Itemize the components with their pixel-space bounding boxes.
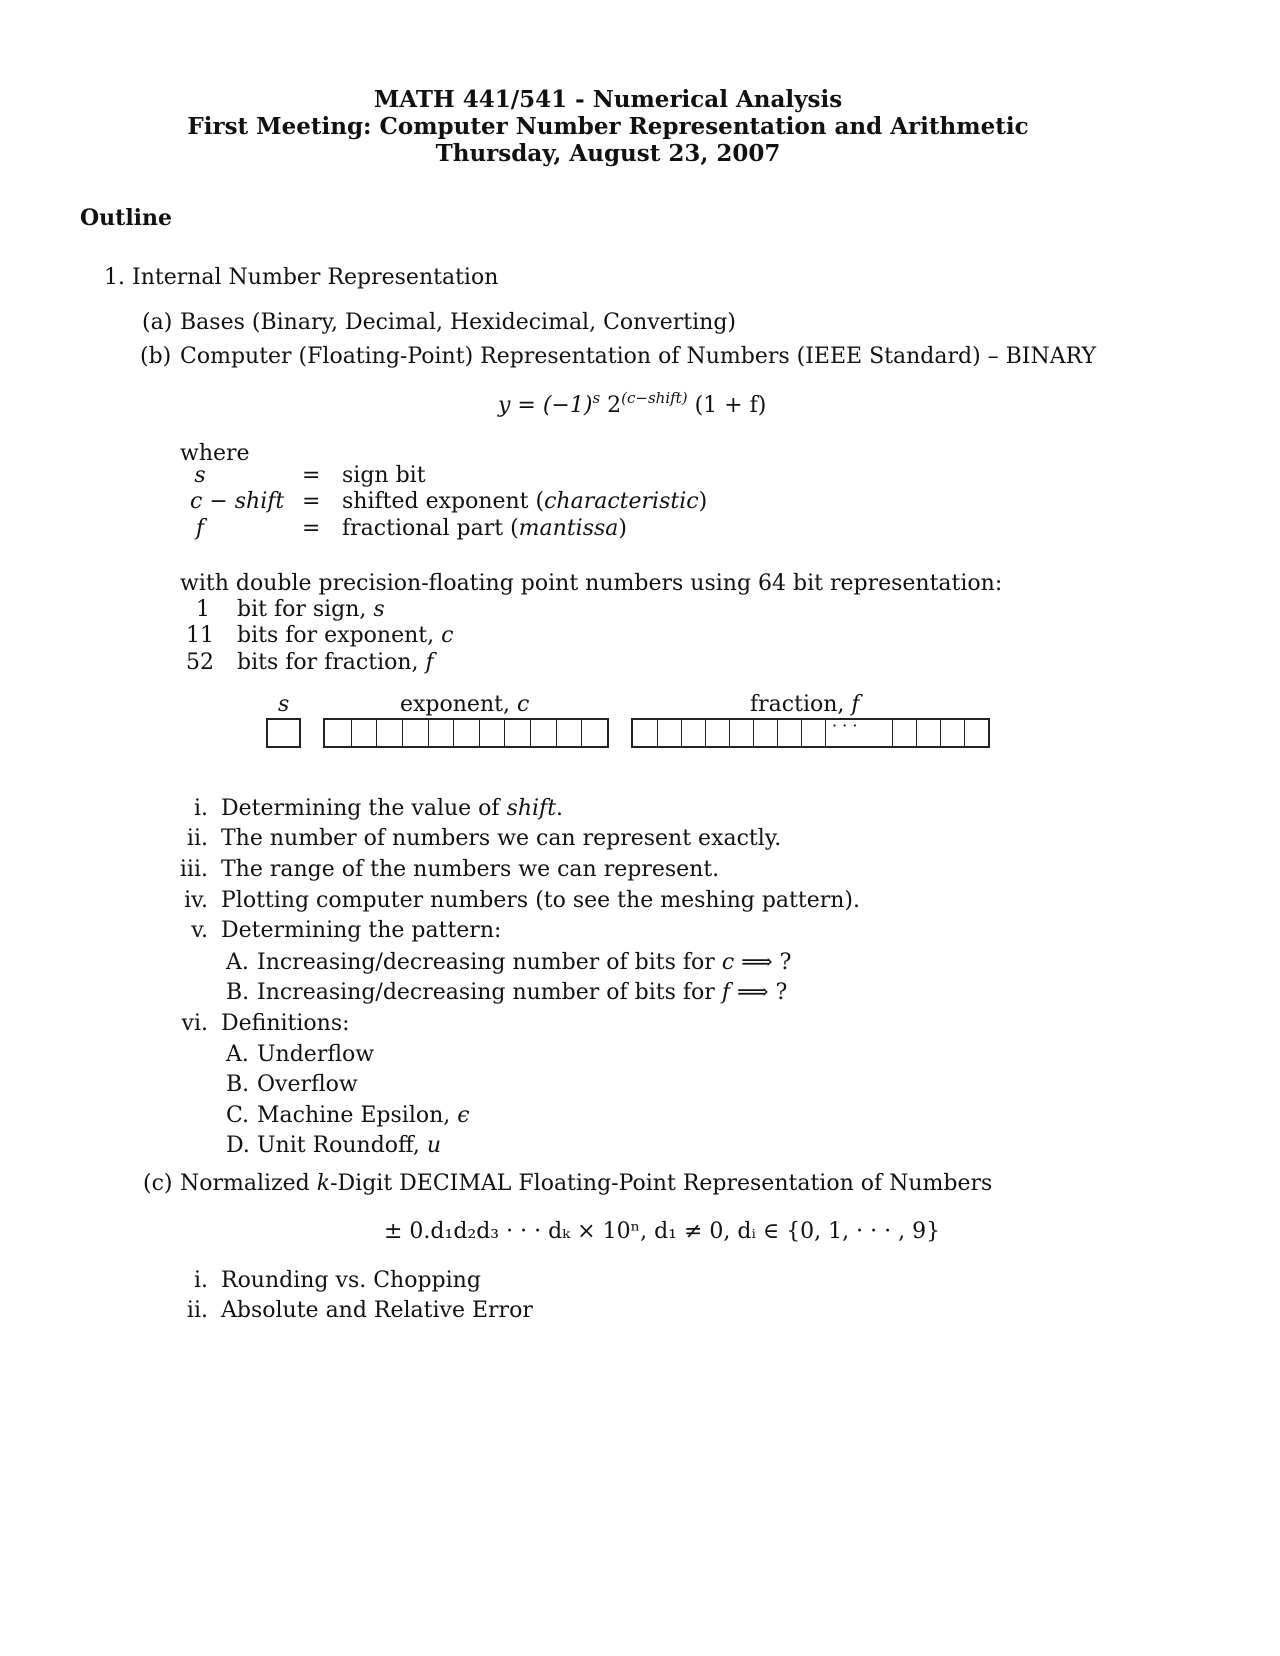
diagram-fraction-label bbox=[750, 692, 860, 717]
exponent-bit-cell bbox=[453, 720, 454, 746]
definition-roundoff bbox=[257, 1133, 441, 1158]
bits-n-sign: 1 bbox=[196, 597, 210, 622]
bits-frac-text: bits for fraction, bbox=[237, 650, 426, 675]
diagram-exponent-text: exponent, bbox=[400, 692, 517, 717]
fraction-bit-cell bbox=[777, 720, 778, 746]
pattern-a-text: Increasing/decreasing number of bits for bbox=[257, 950, 722, 975]
section-number: 1. bbox=[104, 265, 125, 290]
subitem-i bbox=[221, 796, 563, 821]
subitem-label-iv: iv. bbox=[184, 888, 208, 913]
def-desc-f bbox=[342, 516, 627, 541]
pattern-a bbox=[257, 950, 791, 975]
subitem-iv: Plotting computer numbers (to see the meshing pattern). bbox=[221, 888, 860, 913]
where-label: where bbox=[180, 441, 250, 466]
fraction-bit-cell bbox=[940, 720, 941, 746]
formula-sign-exp: s bbox=[592, 389, 601, 407]
def-eq-shift: = bbox=[302, 489, 321, 514]
exponent-bit-cell bbox=[428, 720, 429, 746]
diagram-sign-label: s bbox=[278, 692, 290, 717]
pattern-a-end: ⟹ ? bbox=[734, 950, 792, 975]
def-desc-f-end: ) bbox=[618, 516, 627, 541]
formula-base: 2 bbox=[600, 393, 622, 418]
item-c-label: (c) bbox=[143, 1171, 173, 1196]
c-subitem-label-ii: ii. bbox=[186, 1298, 208, 1323]
pattern-b-var: f bbox=[721, 980, 730, 1005]
fraction-bit-cell bbox=[964, 720, 965, 746]
definition-label-c: C. bbox=[226, 1103, 250, 1128]
subitem-vi: Definitions: bbox=[221, 1011, 350, 1036]
exponent-bit-cell bbox=[530, 720, 531, 746]
subitem-v: Determining the pattern: bbox=[221, 918, 502, 943]
c-subitem-i: Rounding vs. Chopping bbox=[221, 1268, 481, 1293]
formula-exp: (c−shift) bbox=[621, 389, 688, 407]
def-desc-shift-text: shifted exponent ( bbox=[342, 489, 545, 514]
fraction-bit-cell bbox=[681, 720, 682, 746]
definition-label-b: B. bbox=[226, 1072, 250, 1097]
exponent-bit-cell bbox=[581, 720, 582, 746]
pattern-a-var: c bbox=[721, 950, 735, 975]
title-meeting: First Meeting: Computer Number Representation and Arithmetic bbox=[187, 113, 1029, 140]
definition-epsilon-text: Machine Epsilon, bbox=[257, 1103, 458, 1128]
fraction-bit-cell bbox=[657, 720, 658, 746]
fraction-bit-cell bbox=[753, 720, 754, 746]
sign-bit-box bbox=[266, 718, 301, 748]
exponent-bit-cell bbox=[479, 720, 480, 746]
def-desc-s: sign bit bbox=[342, 463, 426, 488]
definition-label-a: A. bbox=[226, 1042, 249, 1067]
item-a-label: (a) bbox=[142, 310, 173, 335]
item-c-text bbox=[180, 1171, 992, 1196]
def-desc-shift-end: ) bbox=[698, 489, 708, 514]
bits-sign-var: s bbox=[373, 597, 385, 622]
decimal-formula: ± 0.d₁d₂d₃ · · · dₖ × 10ⁿ, d₁ ≠ 0, dᵢ ∈ {0, 1, · · · , 9} bbox=[384, 1219, 941, 1244]
bits-n-exp: 11 bbox=[186, 623, 214, 648]
bits-n-frac: 52 bbox=[186, 650, 214, 675]
pattern-b-text: Increasing/decreasing number of bits for bbox=[257, 980, 722, 1005]
definition-epsilon bbox=[257, 1103, 470, 1128]
fraction-bits-box bbox=[631, 718, 990, 748]
def-eq-s: = bbox=[302, 463, 321, 488]
item-c-var: k bbox=[316, 1171, 331, 1196]
exponent-bit-cell bbox=[402, 720, 403, 746]
title-date: Thursday, August 23, 2007 bbox=[435, 140, 781, 167]
bits-exp-text: bits for exponent, bbox=[237, 623, 442, 648]
definition-label-d: D. bbox=[226, 1133, 250, 1158]
item-c-pre: Normalized bbox=[180, 1171, 317, 1196]
definition-overflow: Overflow bbox=[257, 1072, 358, 1097]
item-b-text: Computer (Floating-Point) Representation of Numbers (IEEE Standard) – BINARY bbox=[180, 344, 1097, 369]
bits-text-exp bbox=[237, 623, 453, 648]
fraction-bit-cell bbox=[801, 720, 802, 746]
fraction-ellipsis: · · · bbox=[832, 716, 858, 735]
def-desc-f-text: fractional part ( bbox=[342, 516, 519, 541]
bits-sign-text: bit for sign, bbox=[237, 597, 374, 622]
def-sym-shift: c − shift bbox=[190, 489, 285, 514]
double-intro: with double precision-floating point numbers using 64 bit representation: bbox=[180, 571, 1003, 596]
c-subitem-ii: Absolute and Relative Error bbox=[221, 1298, 533, 1323]
subitem-ii: The number of numbers we can represent exactly. bbox=[221, 826, 782, 851]
exponent-bits-box bbox=[323, 718, 609, 748]
fraction-bit-cell bbox=[729, 720, 730, 746]
exponent-bit-cell bbox=[504, 720, 505, 746]
pattern-label-b: B. bbox=[226, 980, 250, 1005]
definition-epsilon-var: ϵ bbox=[457, 1103, 470, 1128]
def-desc-shift bbox=[342, 489, 707, 514]
bits-frac-var: f bbox=[425, 650, 434, 675]
def-eq-f: = bbox=[302, 516, 321, 541]
bits-text-sign bbox=[237, 597, 385, 622]
pattern-b bbox=[257, 980, 787, 1005]
exponent-bit-cell bbox=[376, 720, 377, 746]
fraction-bit-cell bbox=[916, 720, 917, 746]
bits-text-frac bbox=[237, 650, 434, 675]
subitem-i-italic: shift bbox=[506, 796, 557, 821]
definition-roundoff-text: Unit Roundoff, bbox=[257, 1133, 427, 1158]
subitem-label-v: v. bbox=[191, 918, 208, 943]
title-course: MATH 441/541 - Numerical Analysis bbox=[373, 86, 843, 113]
outline-heading: Outline bbox=[80, 205, 173, 231]
pattern-b-end: ⟹ ? bbox=[729, 980, 788, 1005]
diagram-fraction-var: f bbox=[851, 692, 860, 717]
fraction-bit-cell bbox=[825, 720, 826, 746]
pattern-label-a: A. bbox=[226, 950, 249, 975]
diagram-fraction-text: fraction, bbox=[750, 692, 852, 717]
fraction-bit-cell bbox=[705, 720, 706, 746]
subitem-i-end: . bbox=[556, 796, 564, 821]
formula-rhs: (1 + f) bbox=[687, 393, 767, 418]
subitem-iii: The range of the numbers we can represent. bbox=[221, 857, 720, 882]
exponent-bit-cell bbox=[556, 720, 557, 746]
section-title: Internal Number Representation bbox=[132, 265, 499, 290]
c-subitem-label-i: i. bbox=[193, 1268, 208, 1293]
formula-lhs: y = (−1) bbox=[498, 393, 593, 418]
def-sym-s: s bbox=[194, 463, 206, 488]
diagram-exponent-var: c bbox=[516, 692, 530, 717]
def-sym-f: f bbox=[195, 516, 205, 541]
def-desc-f-italic: mantissa bbox=[518, 516, 619, 541]
subitem-label-iii: iii. bbox=[179, 857, 208, 882]
item-a-text: Bases (Binary, Decimal, Hexidecimal, Converting) bbox=[180, 310, 737, 335]
diagram-exponent-label bbox=[400, 692, 529, 717]
item-c-post: -Digit DECIMAL Floating-Point Representation of Numbers bbox=[330, 1171, 993, 1196]
item-b-label: (b) bbox=[140, 344, 172, 369]
def-desc-shift-italic: characteristic bbox=[544, 489, 699, 514]
fraction-bit-cell bbox=[892, 720, 893, 746]
definition-roundoff-var: u bbox=[426, 1133, 442, 1158]
float-formula bbox=[498, 389, 767, 418]
subitem-i-text: Determining the value of bbox=[221, 796, 507, 821]
definition-underflow: Underflow bbox=[257, 1042, 375, 1067]
bits-exp-var: c bbox=[441, 623, 454, 648]
subitem-label-i: i. bbox=[193, 796, 208, 821]
exponent-bit-cell bbox=[351, 720, 352, 746]
subitem-label-vi: vi. bbox=[181, 1011, 208, 1036]
subitem-label-ii: ii. bbox=[186, 826, 208, 851]
